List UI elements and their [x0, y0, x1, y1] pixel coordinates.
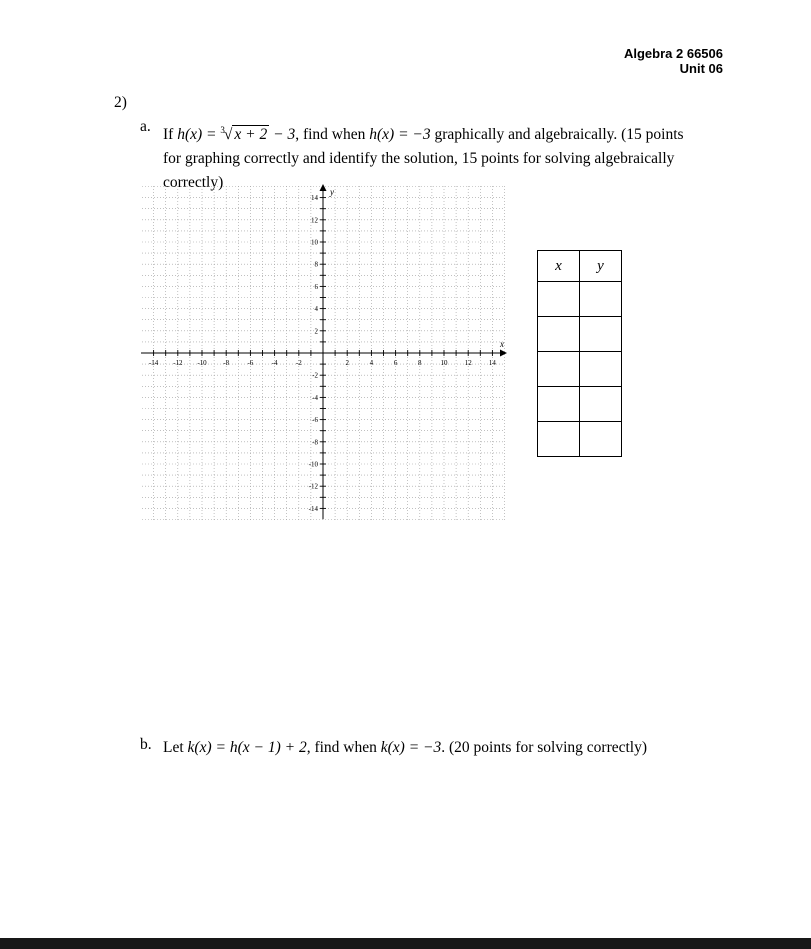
- part-a-line2: for graphing correctly and identify the solution, 15 points for solving algebraically: [163, 150, 675, 167]
- text-segment: Let: [163, 739, 188, 756]
- table-row: [538, 422, 622, 457]
- unit-label: Unit 06: [679, 61, 723, 76]
- svg-text:14: 14: [488, 359, 496, 367]
- question-number: 2): [114, 94, 127, 111]
- svg-text:2: 2: [345, 359, 349, 367]
- svg-text:4: 4: [314, 305, 318, 314]
- root-index: 3: [220, 125, 225, 135]
- course-title: Algebra 2 66506: [623, 46, 723, 61]
- text-segment: . (20 points for solving correctly): [441, 739, 648, 756]
- table-cell: [538, 422, 580, 457]
- table-header-y: y: [580, 251, 622, 282]
- text-segment: graphically and algebraically. (15 points: [430, 126, 684, 143]
- table-cell: [538, 387, 580, 422]
- svg-text:10: 10: [311, 238, 318, 247]
- y-axis-label: y: [330, 187, 334, 197]
- table-row: [538, 387, 622, 422]
- svg-text:-12: -12: [173, 359, 183, 367]
- svg-text:-8: -8: [312, 438, 318, 447]
- svg-text:14: 14: [311, 194, 318, 203]
- xy-table-body: [538, 282, 622, 457]
- part-a-label: a.: [140, 118, 151, 135]
- svg-text:-14: -14: [148, 359, 159, 367]
- svg-text:4: 4: [369, 359, 374, 367]
- svg-text:6: 6: [393, 359, 398, 367]
- table-cell: [580, 352, 622, 387]
- part-b-label: b.: [140, 736, 152, 753]
- svg-text:-2: -2: [295, 359, 302, 367]
- math-condition: h(x) = −3: [369, 126, 431, 143]
- table-cell: [538, 352, 580, 387]
- svg-text:-14: -14: [308, 504, 318, 513]
- part-a-line1: [163, 118, 684, 147]
- cube-root-expression: [220, 126, 269, 143]
- svg-text:-4: -4: [271, 359, 278, 367]
- svg-text:-6: -6: [312, 416, 318, 425]
- svg-text:8: 8: [314, 260, 318, 269]
- xy-table-head-row: [538, 251, 622, 282]
- svg-text:12: 12: [311, 216, 318, 225]
- text-segment: , find when: [306, 739, 381, 756]
- svg-text:12: 12: [464, 359, 472, 367]
- text-segment: If: [163, 126, 178, 143]
- coordinate-grid-container: [140, 183, 508, 524]
- svg-text:8: 8: [418, 359, 422, 367]
- svg-text:-4: -4: [312, 393, 318, 402]
- radicand: x + 2: [234, 126, 268, 143]
- table-cell: [538, 282, 580, 317]
- table-header-x: x: [538, 251, 580, 282]
- part-a-line3: correctly): [163, 174, 224, 191]
- part-b-body: [163, 736, 647, 760]
- math-k-condition: k(x) = −3: [380, 739, 442, 756]
- page-bottom-border: [0, 938, 811, 949]
- coordinate-grid: [140, 183, 508, 524]
- svg-text:10: 10: [440, 359, 448, 367]
- document-header: [624, 46, 723, 76]
- table-cell: [580, 387, 622, 422]
- table-row: [538, 352, 622, 387]
- svg-text:-10: -10: [197, 359, 207, 367]
- svg-text:-10: -10: [308, 460, 318, 469]
- table-cell: [580, 317, 622, 352]
- table-cell: [580, 422, 622, 457]
- table-cell: [538, 317, 580, 352]
- radical-sign: √: [223, 126, 233, 143]
- y-axis-arrow-icon: [320, 184, 327, 191]
- x-axis-label: x: [500, 339, 504, 349]
- part-b-line1: [163, 736, 647, 760]
- svg-text:-2: -2: [312, 371, 318, 380]
- math-minus-three: − 3: [269, 126, 296, 143]
- table-row: [538, 317, 622, 352]
- svg-text:-12: -12: [308, 482, 318, 491]
- table-cell: [580, 282, 622, 317]
- table-row: [538, 282, 622, 317]
- svg-text:-8: -8: [223, 359, 230, 367]
- svg-text:-6: -6: [247, 359, 254, 367]
- axes: [141, 190, 501, 519]
- svg-text:6: 6: [314, 282, 318, 291]
- x-axis-arrow-icon: [500, 350, 507, 357]
- math-k-definition: k(x) = h(x − 1) + 2: [187, 739, 307, 756]
- svg-text:2: 2: [314, 327, 318, 336]
- math-h-definition: h(x) =: [177, 126, 221, 143]
- text-segment: , find when: [295, 126, 370, 143]
- question-part-b: [140, 736, 790, 760]
- xy-table: [537, 250, 622, 457]
